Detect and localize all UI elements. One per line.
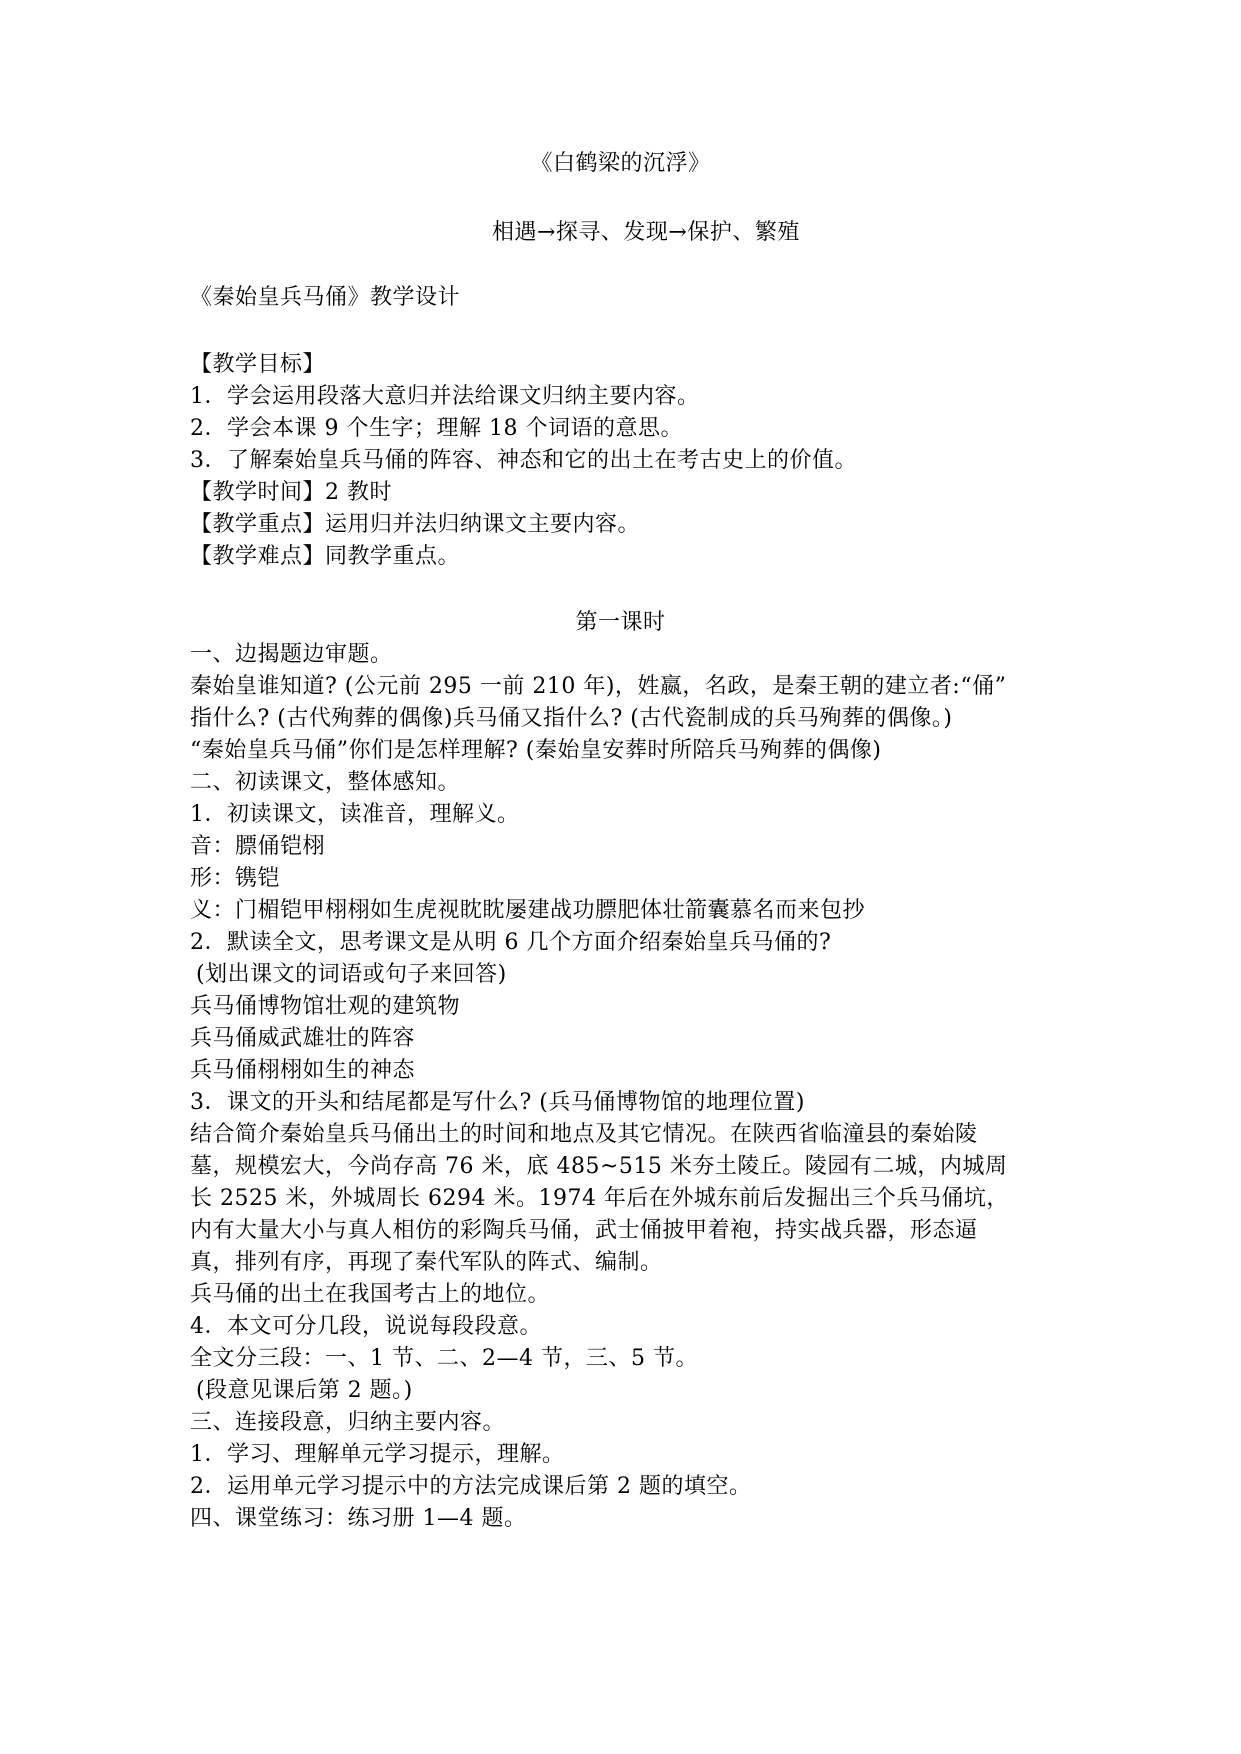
lesson-line: 三、连接段意，归纳主要内容。 xyxy=(190,1410,506,1435)
lesson-line: (划出课文的词语或句子来回答) xyxy=(196,962,507,987)
goal-2: 2．学会本课 9 个生字；理解 18 个词语的意思。 xyxy=(190,416,683,441)
lesson-line: 兵马俑威武雄壮的阵容 xyxy=(190,1026,416,1051)
lesson-line: 形：镌铠 xyxy=(190,866,281,891)
teaching-time: 【教学时间】2 教时 xyxy=(190,480,392,505)
lesson-line: 指什么? (古代殉葬的偶像)兵马俑又指什么? (古代瓷制成的兵马殉葬的偶像。) xyxy=(190,706,953,731)
lesson-line: 长 2525 米，外城周长 6294 米。1974 年后在外城东前后发掘出三个兵马俑坑， xyxy=(190,1186,1009,1211)
lesson-line: (段意见课后第 2 题。) xyxy=(196,1378,413,1403)
lesson-line: “秦始皇兵马俑”你们是怎样理解? (秦始皇安葬时所陪兵马殉葬的偶像) xyxy=(190,738,882,763)
lesson-line: 内有大量大小与真人相仿的彩陶兵马俑，武士俑披甲着袍，持实战兵器，形态逼 xyxy=(190,1218,978,1243)
lesson-line: 3．课文的开头和结尾都是写什么? (兵马俑博物馆的地理位置) xyxy=(190,1090,805,1115)
teaching-difficulty: 【教学难点】同教学重点。 xyxy=(190,544,461,569)
lesson-heading: 第一课时 xyxy=(575,610,666,635)
goal-1: 1．学会运用段落大意归并法给课文归纳主要内容。 xyxy=(190,384,700,409)
lesson-line: 兵马俑的出土在我国考古上的地位。 xyxy=(190,1282,551,1307)
lesson-line: 秦始皇谁知道? (公元前 295 一前 210 年)，姓嬴，名政，是秦王朝的建立者:“俑” xyxy=(190,674,1007,699)
lesson-line: 一、边揭题边审题。 xyxy=(190,642,393,667)
subtitle-sequence: 相遇→探寻、发现→保护、繁殖 xyxy=(492,220,800,245)
lesson-line: 真，排列有序，再现了秦代军队的阵式、编制。 xyxy=(190,1250,663,1275)
lesson-line: 全文分三段：一、1 节、二、2—4 节，三、5 节。 xyxy=(190,1346,698,1371)
goals-heading: 【教学目标】 xyxy=(190,352,326,377)
lesson-line: 义：门楣铠甲栩栩如生虎视眈眈屡建战功膘肥体壮箭囊慕名而来包抄 xyxy=(190,898,866,923)
title-baiheliang: 《白鹤梁的沉浮》 xyxy=(530,151,711,176)
lesson-line: 墓，规模宏大，今尚存高 76 米，底 485~515 米夯土陵丘。陵园有二城，内城周 xyxy=(190,1154,1008,1179)
lesson-line: 1．学习、理解单元学习提示，理解。 xyxy=(190,1442,565,1467)
lesson-line: 4．本文可分几段，说说每段段意。 xyxy=(190,1314,542,1339)
doc-title: 《秦始皇兵马俑》教学设计 xyxy=(190,285,461,310)
teaching-key-point: 【教学重点】运用归并法归纳课文主要内容。 xyxy=(190,512,641,537)
lesson-line: 2．运用单元学习提示中的方法完成课后第 2 题的填空。 xyxy=(190,1474,752,1499)
lesson-line: 1．初读课文，读准音，理解义。 xyxy=(190,802,520,827)
lesson-line: 四、课堂练习：练习册 1—4 题。 xyxy=(190,1506,527,1531)
lesson-line: 兵马俑博物馆壮观的建筑物 xyxy=(190,994,461,1019)
lesson-line: 2．默读全文，思考课文是从明 6 几个方面介绍秦始皇兵马俑的? xyxy=(190,930,832,955)
lesson-line: 音：膘俑铠栩 xyxy=(190,834,326,859)
lesson-line: 兵马俑栩栩如生的神态 xyxy=(190,1058,416,1083)
lesson-line: 结合简介秦始皇兵马俑出土的时间和地点及其它情况。在陕西省临潼县的秦始陵 xyxy=(190,1122,978,1147)
lesson-line: 二、初读课文，整体感知。 xyxy=(190,770,461,795)
goal-3: 3．了解秦始皇兵马俑的阵容、神态和它的出土在考古史上的价值。 xyxy=(190,448,857,473)
